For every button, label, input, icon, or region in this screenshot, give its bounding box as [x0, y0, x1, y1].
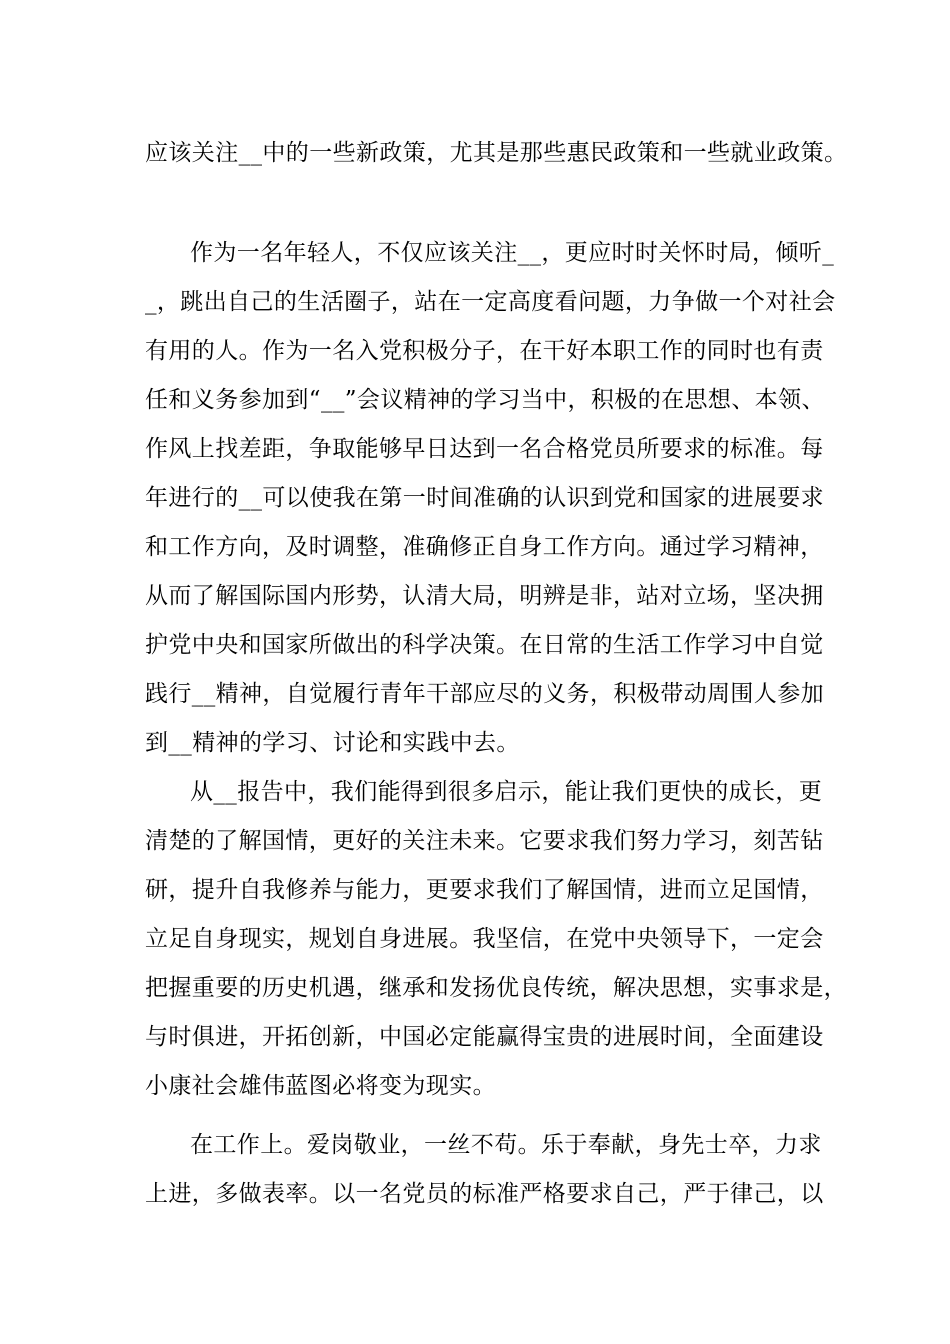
paragraph-line: 和工作方向，及时调整，准确修正自身工作方向。通过学习精神， [145, 534, 824, 560]
paragraph-line: 上进，多做表率。以一名党员的标准严格要求自己，严于律己，以 [145, 1181, 824, 1207]
paragraph-line: 到__精神的学习、讨论和实践中去。 [145, 730, 520, 756]
paragraph-line: 年进行的__可以使我在第一时间准确的认识到党和国家的进展要求 [145, 485, 824, 511]
paragraph-line: 小康社会雄伟蓝图必将变为现实。 [145, 1073, 496, 1099]
paragraph-line: 有用的人。作为一名入党积极分子，在干好本职工作的同时也有责 [145, 338, 824, 364]
paragraph-line: 在工作上。爱岗敬业，一丝不苟。乐于奉献，身先士卒，力求 [190, 1132, 822, 1158]
paragraph-line: 作为一名年轻人，不仅应该关注__，更应时时关怀时局，倾听_ [190, 240, 835, 266]
paragraph-line: 从而了解国际国内形势，认清大局，明辨是非，站对立场，坚决拥 [145, 583, 824, 609]
paragraph-line: 护党中央和国家所做出的科学决策。在日常的生活工作学习中自觉 [145, 632, 824, 658]
paragraph-line: 从__报告中，我们能得到很多启示，能让我们更快的成长，更 [190, 779, 823, 805]
paragraph-line: 清楚的了解国情，更好的关注未来。它要求我们努力学习，刻苦钻 [145, 828, 824, 854]
paragraph-line: _，跳出自己的生活圈子，站在一定高度看问题，力争做一个对社会 [145, 289, 836, 315]
paragraph-line: 应该关注__中的一些新政策，尤其是那些惠民政策和一些就业政策。 [145, 140, 848, 166]
paragraph-line: 把握重要的历史机遇，继承和发扬优良传统，解决思想，实事求是， [145, 975, 847, 1001]
paragraph-line: 任和义务参加到“__”会议精神的学习当中，积极的在思想、本领、 [145, 387, 825, 413]
paragraph-line: 与时俱进，开拓创新，中国必定能赢得宝贵的进展时间，全面建设 [145, 1024, 824, 1050]
paragraph-line: 研，提升自我修养与能力，更要求我们了解国情，进而立足国情， [145, 877, 824, 903]
paragraph-line: 作风上找差距，争取能够早日达到一名合格党员所要求的标准。每 [145, 436, 824, 462]
paragraph-line: 立足自身现实，规划自身进展。我坚信，在党中央领导下，一定会 [145, 926, 824, 952]
paragraph-line: 践行__精神，自觉履行青年干部应尽的义务，积极带动周围人参加 [145, 681, 824, 707]
